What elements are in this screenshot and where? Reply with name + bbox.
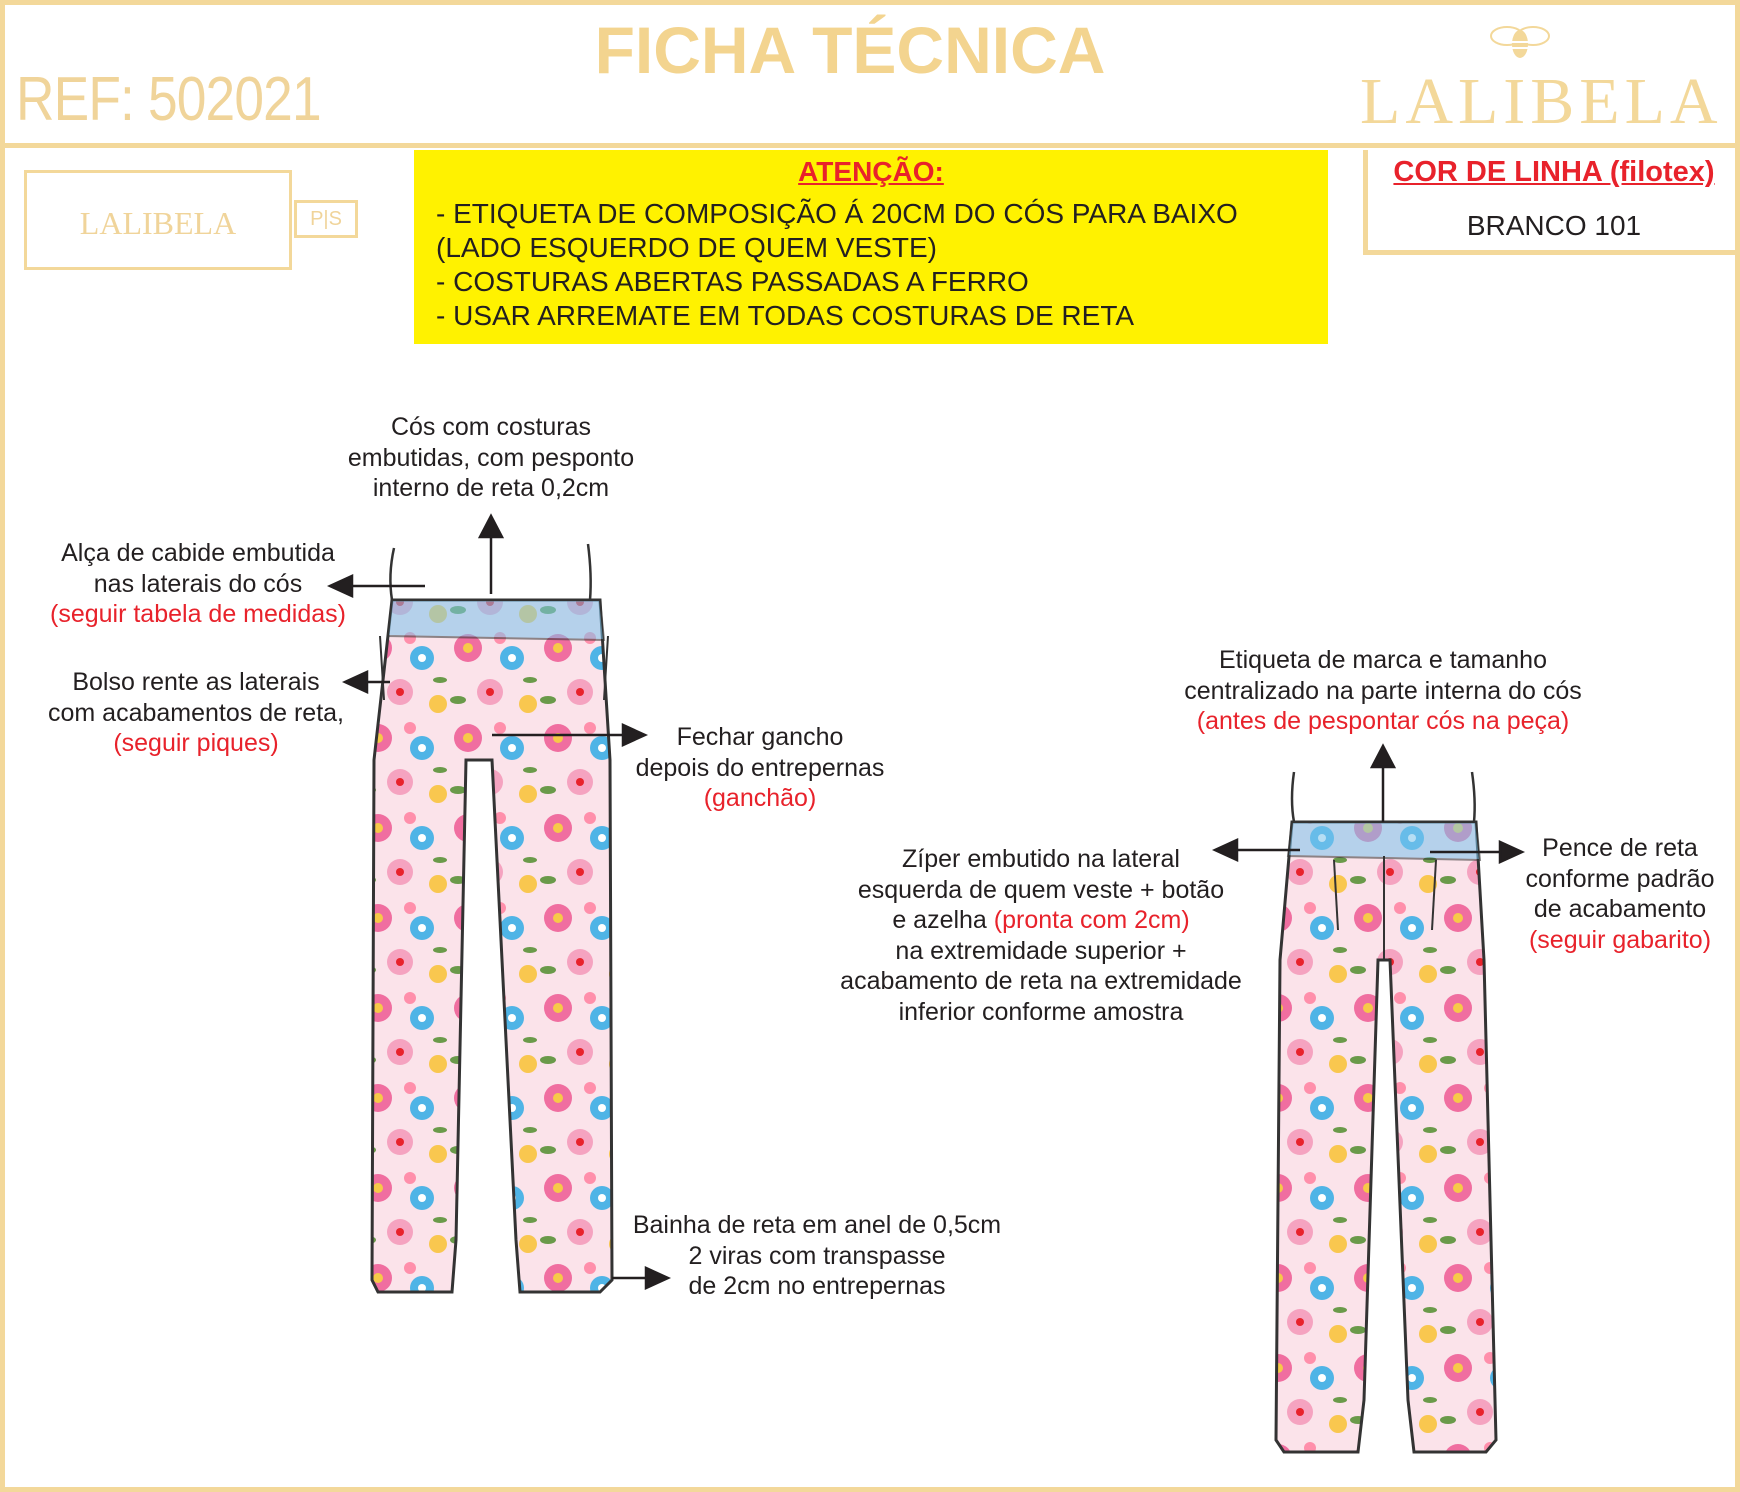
attention-line: (LADO ESQUERDO DE QUEM VESTE): [436, 232, 937, 263]
attention-line: - COSTURAS ABERTAS PASSADAS A FERRO: [436, 266, 1029, 297]
back-pants: [1276, 772, 1496, 1452]
note-line: Bolso rente as laterais: [72, 668, 320, 696]
note-line: inferior conforme amostra: [898, 997, 1184, 1026]
attention-title: ATENÇÃO:: [798, 156, 944, 187]
note-hem: [612, 1210, 1022, 1302]
note-line: Alça de cabide embutida: [61, 539, 335, 567]
thread-color-title: COR DE LINHA (filotex): [1393, 156, 1715, 188]
note-line-red: (seguir piques): [113, 729, 279, 757]
note-line: com acabamentos de reta,: [48, 698, 344, 727]
thread-color-value: BRANCO 101: [1466, 210, 1642, 241]
attention-line: - USAR ARREMATE EM TODAS COSTURAS DE RETA: [436, 300, 1135, 331]
front-pants: [372, 544, 612, 1292]
note-crotch: [600, 722, 920, 814]
note-line: Cós com costuras: [390, 413, 592, 441]
note-line: nas laterais do cós: [93, 569, 303, 598]
note-line: Bainha de reta em anel de 0,5cm: [632, 1211, 1002, 1239]
note-line: Zíper embutido na lateral: [902, 845, 1180, 873]
page-title: FICHA TÉCNICA: [594, 13, 1106, 87]
note-line-red: (seguir tabela de medidas): [50, 600, 346, 628]
note-line: esquerda de quem veste + botão: [857, 875, 1225, 904]
note-line: de acabamento: [1533, 895, 1707, 923]
note-line: de 2cm no entrepernas: [688, 1272, 946, 1300]
note-waistband: [300, 412, 682, 504]
note-line: Fechar gancho: [676, 723, 844, 751]
note-line: 2 viras com transpasse: [688, 1241, 946, 1270]
size-tag: P|S: [294, 200, 358, 238]
note-line: interno de reta 0,2cm: [372, 474, 610, 502]
note-text: e azelha: [892, 906, 994, 934]
note-zipper: [816, 844, 1266, 1027]
note-line: depois do entrepernas: [635, 753, 885, 782]
note-line: na extremidade superior +: [895, 936, 1187, 965]
note-brand-label: [1150, 645, 1616, 737]
brand-logo: LALIBELA: [1360, 65, 1723, 138]
note-line: embutidas, com pesponto: [347, 443, 635, 472]
note-line: centralizado na parte interna do cós: [1184, 676, 1582, 705]
reference-number: REF: 502021: [16, 65, 321, 134]
note-line-red: (seguir gabarito): [1528, 925, 1712, 954]
note-hanger-loop: [18, 538, 378, 630]
note-text-red: (pronta com 2cm): [993, 906, 1190, 934]
note-line: Pence de reta: [1542, 834, 1698, 862]
label-brand: LALIBELA: [79, 205, 237, 241]
note-line-red: (ganchão): [703, 784, 817, 812]
note-line: conforme padrão: [1525, 864, 1715, 893]
note-dart: [1510, 833, 1730, 955]
note-pocket: [16, 667, 376, 759]
note-line: [816, 905, 1266, 936]
note-line-red: (antes de pespontar cós na peça): [1196, 707, 1570, 735]
attention-line: - ETIQUETA DE COMPOSIÇÃO Á 20CM DO CÓS PARA BAIXO: [436, 198, 1238, 229]
note-line: Etiqueta de marca e tamanho: [1219, 646, 1547, 674]
note-line: acabamento de reta na extremidade: [840, 967, 1242, 995]
